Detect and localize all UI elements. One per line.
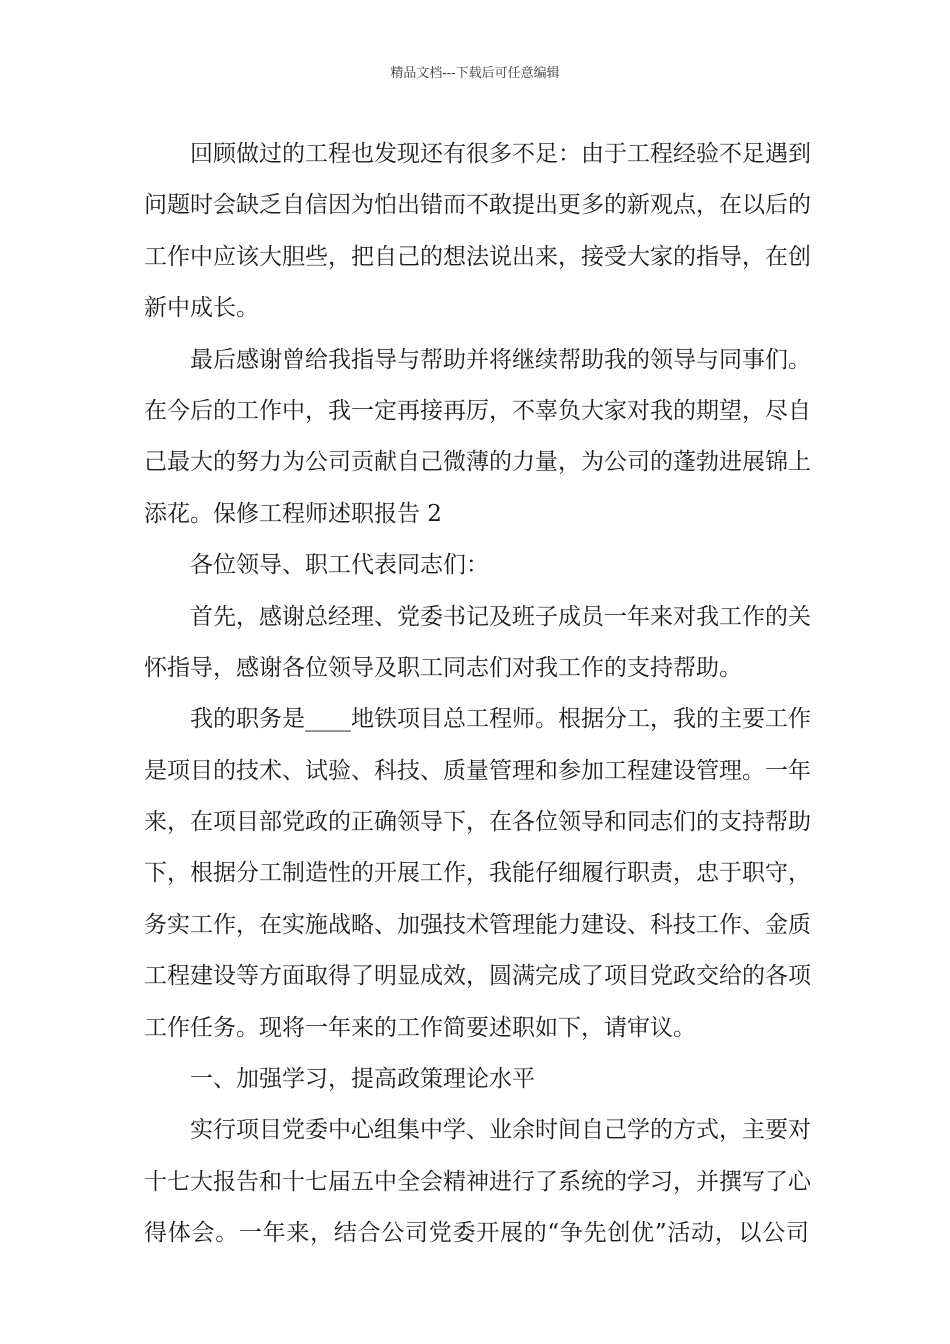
document-body bbox=[144, 129, 809, 1260]
text-line: 怀指导，感谢各位领导及职工同志们对我工作的支持帮助。 bbox=[144, 654, 742, 681]
text-line: 最后感谢曾给我指导与帮助并将继续帮助我的领导与同事们。 bbox=[190, 346, 811, 373]
text-line: 各位领导、职工代表同志们： bbox=[190, 552, 489, 579]
text-line: 在今后的工作中，我一定再接再厉，不辜负大家对我的期望，尽自 bbox=[144, 397, 811, 424]
text-line: 得体会。一年来，结合公司党委开展的“争先创优”活动，以公司 bbox=[144, 1220, 809, 1247]
text-line: 己最大的努力为公司贡献自己微薄的力量，为公司的蓬勃进展锦上 bbox=[144, 449, 811, 476]
text-line: 首先，感谢总经理、党委书记及班子成员一年来对我工作的关 bbox=[190, 603, 811, 630]
text-line: 新中成长。 bbox=[144, 295, 259, 322]
text-line: 工作中应该大胆些，把自己的想法说出来，接受大家的指导，在创 bbox=[144, 243, 811, 270]
text-line: 我的职务是____地铁项目总工程师。根据分工，我的主要工作 bbox=[190, 706, 811, 733]
text-line: 一、加强学习，提高政策理论水平 bbox=[190, 1066, 535, 1093]
text-line: 回顾做过的工程也发现还有很多不足：由于工程经验不足遇到 bbox=[190, 141, 811, 167]
text-line: 下，根据分工制造性的开展工作，我能仔细履行职责，忠于职守， bbox=[144, 860, 811, 887]
text-line: 工作任务。现将一年来的工作简要述职如下，请审议。 bbox=[144, 1014, 696, 1041]
page-header: 精品文档---下载后可任意编辑 bbox=[390, 66, 560, 81]
text-line: 十七大报告和十七届五中全会精神进行了系统的学习，并撰写了心 bbox=[144, 1168, 811, 1195]
text-line: 工程建设等方面取得了明显成效，圆满完成了项目党政交给的各项 bbox=[144, 963, 811, 990]
text-line: 实行项目党委中心组集中学、业余时间自己学的方式，主要对 bbox=[190, 1117, 811, 1144]
text-line: 来，在项目部党政的正确领导下，在各位领导和同志们的支持帮助 bbox=[144, 809, 811, 836]
text-line: 问题时会缺乏自信因为怕出错而不敢提出更多的新观点，在以后的 bbox=[144, 192, 811, 219]
text-line: 是项目的技术、试验、科技、质量管理和参加工程建设管理。一年 bbox=[144, 757, 811, 784]
text-line: 添花。保修工程师述职报告 2 bbox=[144, 500, 442, 527]
text-line: 务实工作，在实施战略、加强技术管理能力建设、科技工作、金质 bbox=[144, 911, 811, 938]
